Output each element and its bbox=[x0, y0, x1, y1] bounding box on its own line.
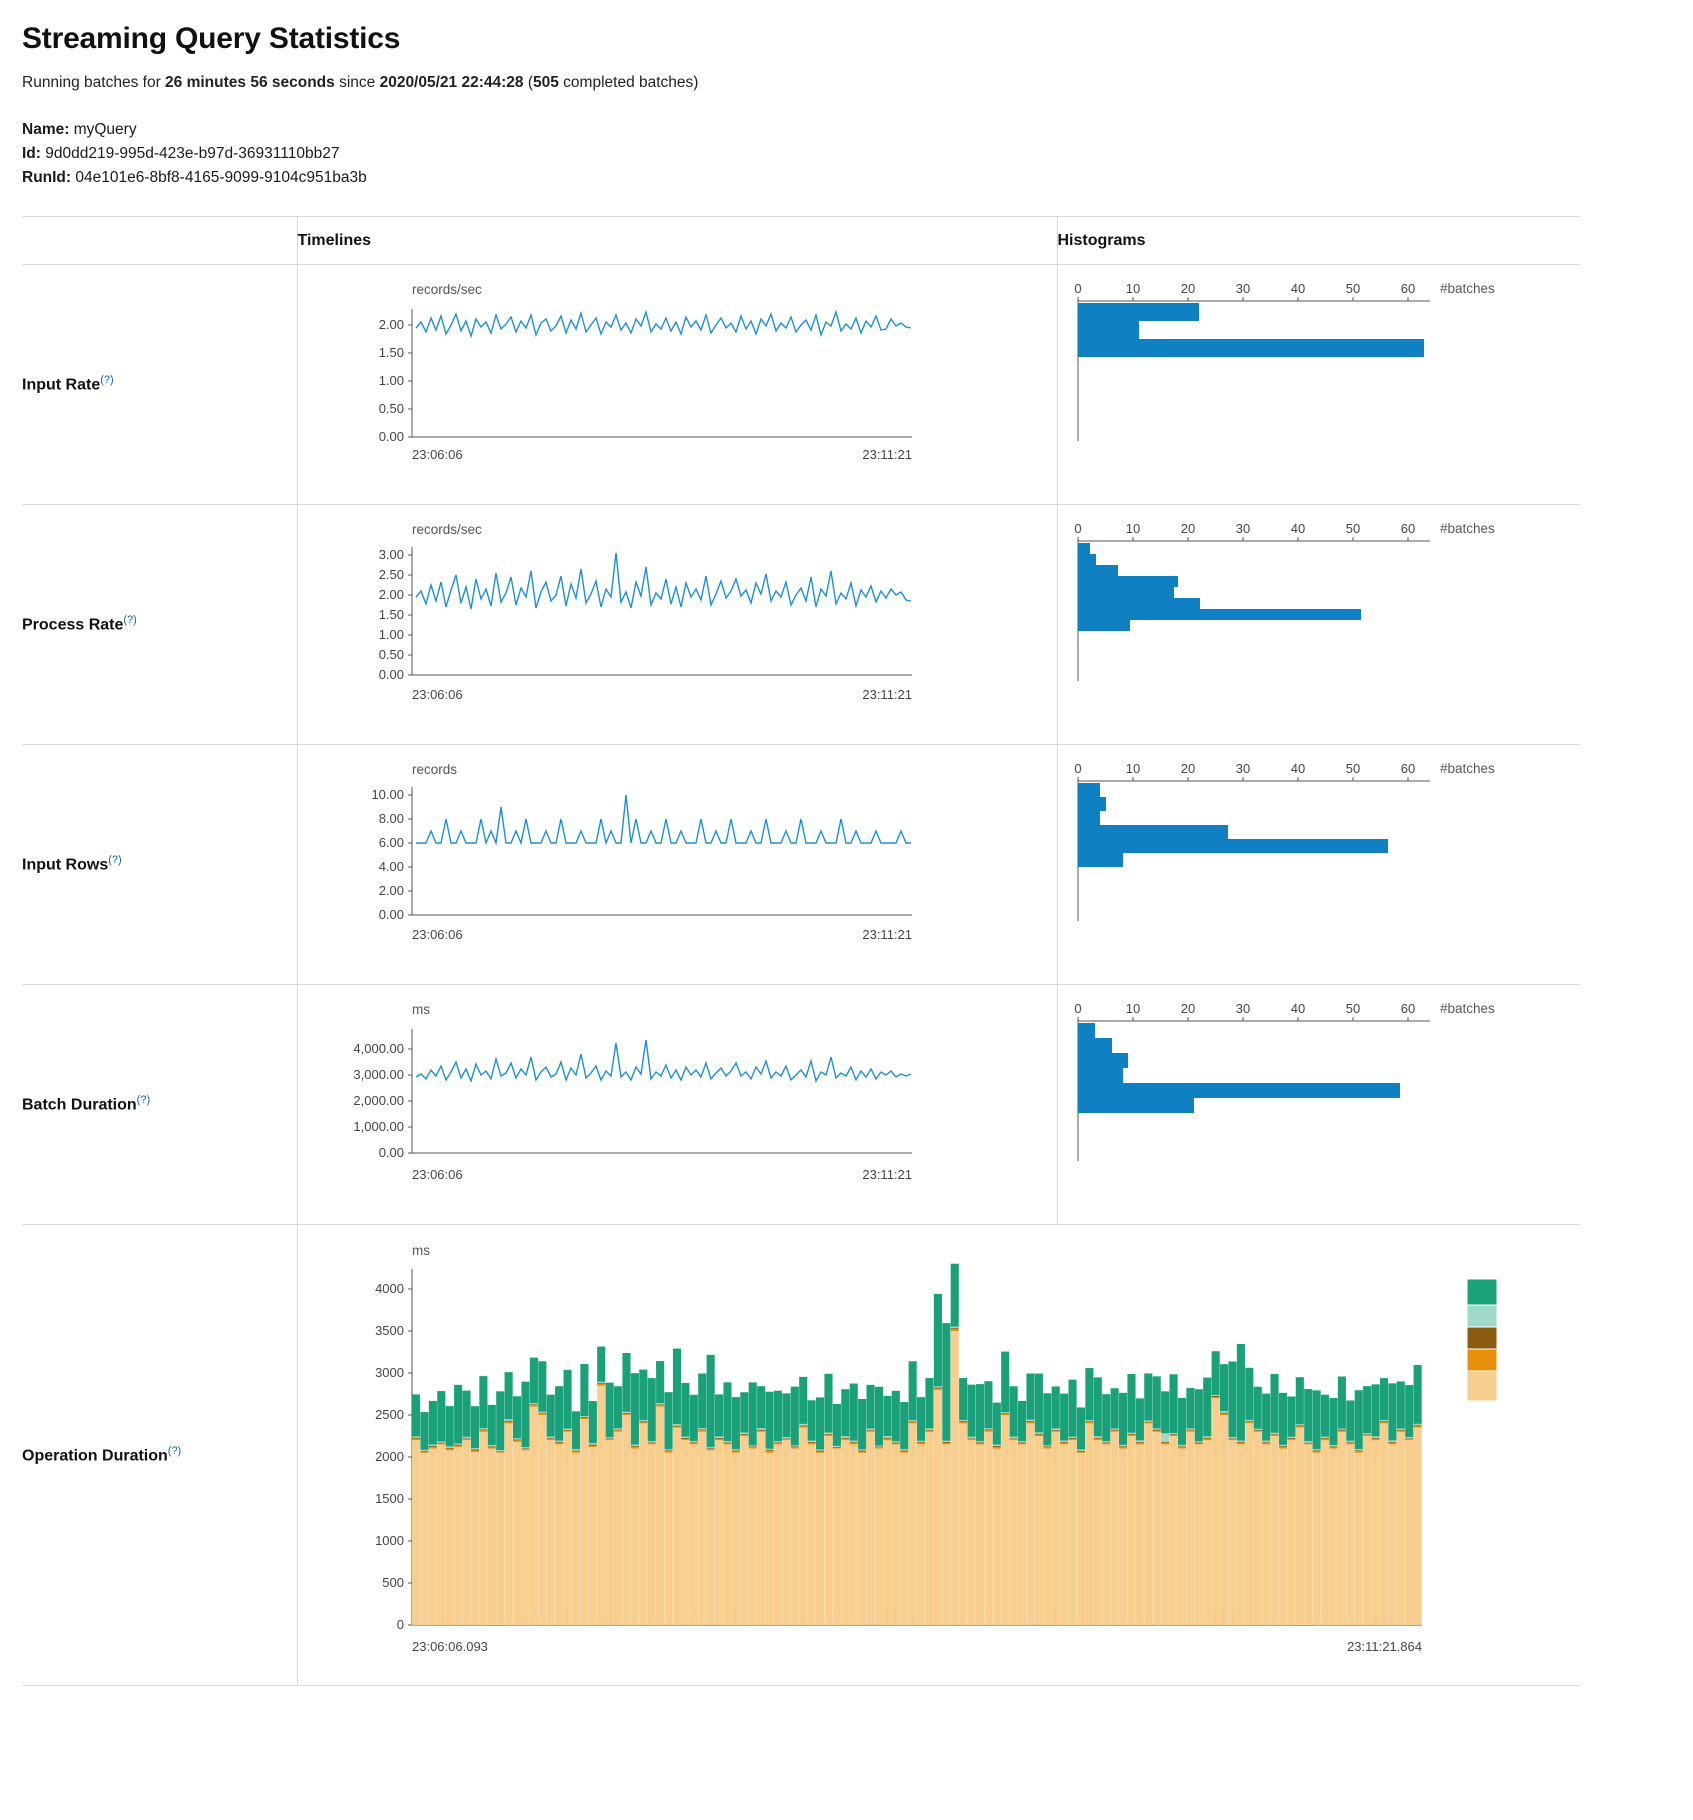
svg-text:4,000.00: 4,000.00 bbox=[352, 1041, 404, 1057]
x-ticks bbox=[1074, 1001, 1495, 1016]
meta-id-key: Id: bbox=[22, 145, 41, 163]
svg-text:40: 40 bbox=[1290, 1001, 1305, 1017]
svg-text:60: 60 bbox=[1400, 281, 1415, 297]
y-ticks bbox=[353, 1041, 404, 1160]
batch-duration-histogram-chart bbox=[1072, 999, 1567, 1214]
svg-text:0.00: 0.00 bbox=[378, 1145, 404, 1161]
cell-input-rate-timeline bbox=[297, 265, 1057, 505]
cell-process-rate-timeline bbox=[297, 505, 1057, 745]
svg-text:1.50: 1.50 bbox=[378, 345, 404, 361]
help-icon[interactable]: (?) bbox=[136, 1094, 151, 1107]
svg-text:30: 30 bbox=[1235, 521, 1250, 537]
svg-text:60: 60 bbox=[1400, 521, 1415, 537]
svg-text:10: 10 bbox=[1125, 281, 1140, 297]
svg-text:50: 50 bbox=[1345, 521, 1360, 537]
since-timestamp: 2020/05/21 22:44:28 bbox=[379, 74, 524, 91]
svg-text:10: 10 bbox=[1125, 1001, 1140, 1017]
meta-id-value: 9d0dd219-995d-423e-b97d-36931110bb27 bbox=[45, 145, 340, 163]
row-label-text: Operation Duration bbox=[22, 1447, 168, 1465]
cell-input-rate-histogram bbox=[1057, 265, 1580, 505]
svg-text:0.50: 0.50 bbox=[378, 401, 404, 417]
meta-runid-row bbox=[22, 166, 1671, 190]
x-ticks bbox=[1074, 761, 1495, 776]
cell-batch-duration-timeline bbox=[297, 985, 1057, 1225]
row-label-input-rate bbox=[22, 265, 297, 505]
header-timelines: Timelines bbox=[297, 217, 1057, 265]
svg-text:20: 20 bbox=[1180, 1001, 1195, 1017]
operation-duration-bars bbox=[412, 1264, 1422, 1625]
meta-name-key: Name: bbox=[22, 121, 70, 138]
svg-text:0: 0 bbox=[1073, 281, 1082, 297]
table-row bbox=[22, 505, 1580, 745]
table-row bbox=[22, 985, 1580, 1225]
svg-text:1.00: 1.00 bbox=[378, 627, 404, 643]
table-row bbox=[22, 745, 1580, 985]
x-unit-label: #batches bbox=[1439, 761, 1495, 777]
svg-text:4.00: 4.00 bbox=[378, 859, 404, 875]
svg-text:30: 30 bbox=[1235, 761, 1250, 777]
svg-text:2500: 2500 bbox=[374, 1407, 404, 1423]
y-ticks bbox=[375, 1281, 404, 1632]
x-start-label: 23:06:06 bbox=[411, 1167, 463, 1183]
process-rate-histogram-chart bbox=[1072, 519, 1567, 734]
svg-text:10: 10 bbox=[1125, 761, 1140, 777]
input-rows-series bbox=[416, 795, 911, 843]
x-end-label: 23:11:21 bbox=[861, 687, 912, 703]
svg-text:40: 40 bbox=[1290, 761, 1305, 777]
batch-duration-series bbox=[416, 1040, 911, 1081]
input-rate-series bbox=[416, 312, 911, 336]
y-unit-label: ms bbox=[411, 1243, 430, 1259]
legend bbox=[1467, 1279, 1497, 1401]
table-row bbox=[22, 265, 1580, 505]
cell-input-rows-histogram bbox=[1057, 745, 1580, 985]
svg-text:1500: 1500 bbox=[374, 1491, 404, 1507]
row-label-input-rows bbox=[22, 745, 297, 985]
svg-text:8.00: 8.00 bbox=[378, 811, 404, 827]
help-icon[interactable]: (?) bbox=[167, 1444, 182, 1457]
svg-text:2.50: 2.50 bbox=[378, 567, 404, 583]
meta-runid-key: RunId: bbox=[22, 169, 72, 187]
svg-text:2.00: 2.00 bbox=[378, 317, 404, 333]
header-blank bbox=[22, 217, 297, 265]
stats-table bbox=[22, 216, 1580, 1686]
histogram-bars bbox=[1078, 1023, 1400, 1113]
operation-duration-chart bbox=[312, 1239, 1552, 1679]
svg-text:1000: 1000 bbox=[374, 1533, 404, 1549]
svg-text:40: 40 bbox=[1290, 521, 1305, 537]
svg-text:1.50: 1.50 bbox=[378, 607, 404, 623]
svg-text:60: 60 bbox=[1400, 1001, 1415, 1017]
svg-text:6.00: 6.00 bbox=[378, 835, 404, 851]
x-end-label: 23:11:21 bbox=[861, 927, 912, 943]
svg-text:10: 10 bbox=[1125, 521, 1140, 537]
svg-text:20: 20 bbox=[1180, 521, 1195, 537]
svg-text:20: 20 bbox=[1180, 281, 1195, 297]
svg-text:50: 50 bbox=[1345, 1001, 1360, 1017]
svg-text:0.00: 0.00 bbox=[378, 429, 404, 445]
svg-text:0: 0 bbox=[396, 1617, 404, 1633]
svg-text:20: 20 bbox=[1180, 761, 1195, 777]
x-ticks bbox=[1074, 521, 1495, 536]
histogram-bars bbox=[1078, 543, 1361, 631]
svg-text:10.00: 10.00 bbox=[370, 787, 404, 803]
y-unit-label: records/sec bbox=[411, 522, 482, 538]
y-ticks bbox=[378, 317, 403, 444]
batches-open-paren: ( bbox=[527, 74, 533, 91]
table-row bbox=[22, 1225, 1580, 1686]
y-ticks bbox=[371, 787, 404, 922]
batch-duration-timeline-chart bbox=[312, 999, 1012, 1214]
svg-text:1,000.00: 1,000.00 bbox=[352, 1119, 404, 1135]
help-icon[interactable]: (?) bbox=[108, 854, 122, 867]
cell-operation-duration-chart bbox=[297, 1225, 1580, 1686]
cell-process-rate-histogram bbox=[1057, 505, 1580, 745]
y-unit-label: ms bbox=[411, 1002, 430, 1018]
y-unit-label: records bbox=[411, 762, 457, 778]
help-icon[interactable]: (?) bbox=[123, 614, 137, 627]
x-end-label: 23:11:21.864 bbox=[1346, 1639, 1422, 1655]
svg-text:2.00: 2.00 bbox=[378, 883, 404, 899]
histogram-bars bbox=[1078, 783, 1388, 867]
svg-text:2,000.00: 2,000.00 bbox=[352, 1093, 404, 1109]
query-meta bbox=[22, 118, 1671, 190]
input-rows-timeline-chart bbox=[312, 759, 1012, 974]
x-end-label: 23:11:21 bbox=[861, 1167, 912, 1183]
svg-text:2.00: 2.00 bbox=[378, 587, 404, 603]
batches-suffix: completed batches) bbox=[558, 74, 699, 91]
x-start-label: 23:06:06 bbox=[411, 687, 463, 703]
row-label-batch-duration bbox=[22, 985, 297, 1225]
row-label-text: Input Rate bbox=[22, 376, 101, 394]
x-start-label: 23:06:06.093 bbox=[411, 1639, 488, 1655]
svg-text:3000: 3000 bbox=[374, 1365, 404, 1381]
svg-text:0.00: 0.00 bbox=[378, 907, 404, 923]
svg-text:3,000.00: 3,000.00 bbox=[352, 1067, 404, 1083]
help-icon[interactable]: (?) bbox=[100, 374, 114, 387]
row-label-text: Process Rate bbox=[22, 616, 124, 634]
row-label-text: Input Rows bbox=[22, 856, 109, 874]
svg-text:0: 0 bbox=[1073, 1001, 1082, 1017]
svg-text:0.00: 0.00 bbox=[378, 667, 404, 683]
cell-input-rows-timeline bbox=[297, 745, 1057, 985]
svg-text:0: 0 bbox=[1073, 521, 1082, 537]
running-duration: 26 minutes 56 seconds bbox=[165, 74, 335, 91]
input-rate-histogram-chart bbox=[1072, 279, 1567, 494]
svg-text:500: 500 bbox=[381, 1575, 404, 1591]
x-start-label: 23:06:06 bbox=[411, 447, 463, 463]
input-rate-timeline-chart bbox=[312, 279, 1012, 494]
process-rate-series bbox=[416, 553, 911, 609]
running-prefix: Running batches for bbox=[22, 74, 161, 91]
y-ticks bbox=[378, 547, 403, 682]
svg-text:1.00: 1.00 bbox=[378, 373, 404, 389]
histogram-bars bbox=[1078, 303, 1424, 357]
y-unit-label: records/sec bbox=[411, 282, 482, 298]
since-word: since bbox=[339, 74, 376, 91]
header-histograms: Histograms bbox=[1057, 217, 1580, 265]
x-start-label: 23:06:06 bbox=[411, 927, 463, 943]
x-unit-label: #batches bbox=[1439, 281, 1495, 297]
x-unit-label: #batches bbox=[1439, 1001, 1495, 1017]
x-unit-label: #batches bbox=[1439, 521, 1495, 537]
svg-text:4000: 4000 bbox=[374, 1281, 404, 1297]
svg-text:2000: 2000 bbox=[374, 1449, 404, 1465]
tick-marks bbox=[408, 325, 412, 437]
svg-text:3500: 3500 bbox=[374, 1323, 404, 1339]
row-label-text: Batch Duration bbox=[22, 1096, 137, 1114]
meta-name-row bbox=[22, 118, 1671, 142]
svg-text:3.00: 3.00 bbox=[378, 547, 404, 563]
x-end-label: 23:11:21 bbox=[861, 447, 912, 463]
row-label-operation-duration bbox=[22, 1225, 297, 1686]
meta-name-value: myQuery bbox=[73, 121, 137, 138]
svg-text:60: 60 bbox=[1400, 761, 1415, 777]
meta-id-row bbox=[22, 142, 1671, 166]
svg-text:0.50: 0.50 bbox=[378, 647, 404, 663]
svg-text:30: 30 bbox=[1235, 281, 1250, 297]
process-rate-timeline-chart bbox=[312, 519, 1012, 734]
svg-text:0: 0 bbox=[1073, 761, 1082, 777]
meta-runid-value: 04e101e6-8bf8-4165-9099-9104c951ba3b bbox=[75, 169, 367, 187]
table-header-row bbox=[22, 217, 1580, 265]
svg-text:50: 50 bbox=[1345, 761, 1360, 777]
batch-count: 505 bbox=[533, 74, 559, 91]
running-summary bbox=[22, 74, 1671, 92]
svg-text:50: 50 bbox=[1345, 281, 1360, 297]
cell-batch-duration-histogram bbox=[1057, 985, 1580, 1225]
svg-text:40: 40 bbox=[1290, 281, 1305, 297]
x-ticks bbox=[1074, 281, 1495, 296]
svg-text:30: 30 bbox=[1235, 1001, 1250, 1017]
input-rows-histogram-chart bbox=[1072, 759, 1567, 974]
page-title: Streaming Query Statistics bbox=[22, 22, 401, 55]
row-label-process-rate bbox=[22, 505, 297, 745]
